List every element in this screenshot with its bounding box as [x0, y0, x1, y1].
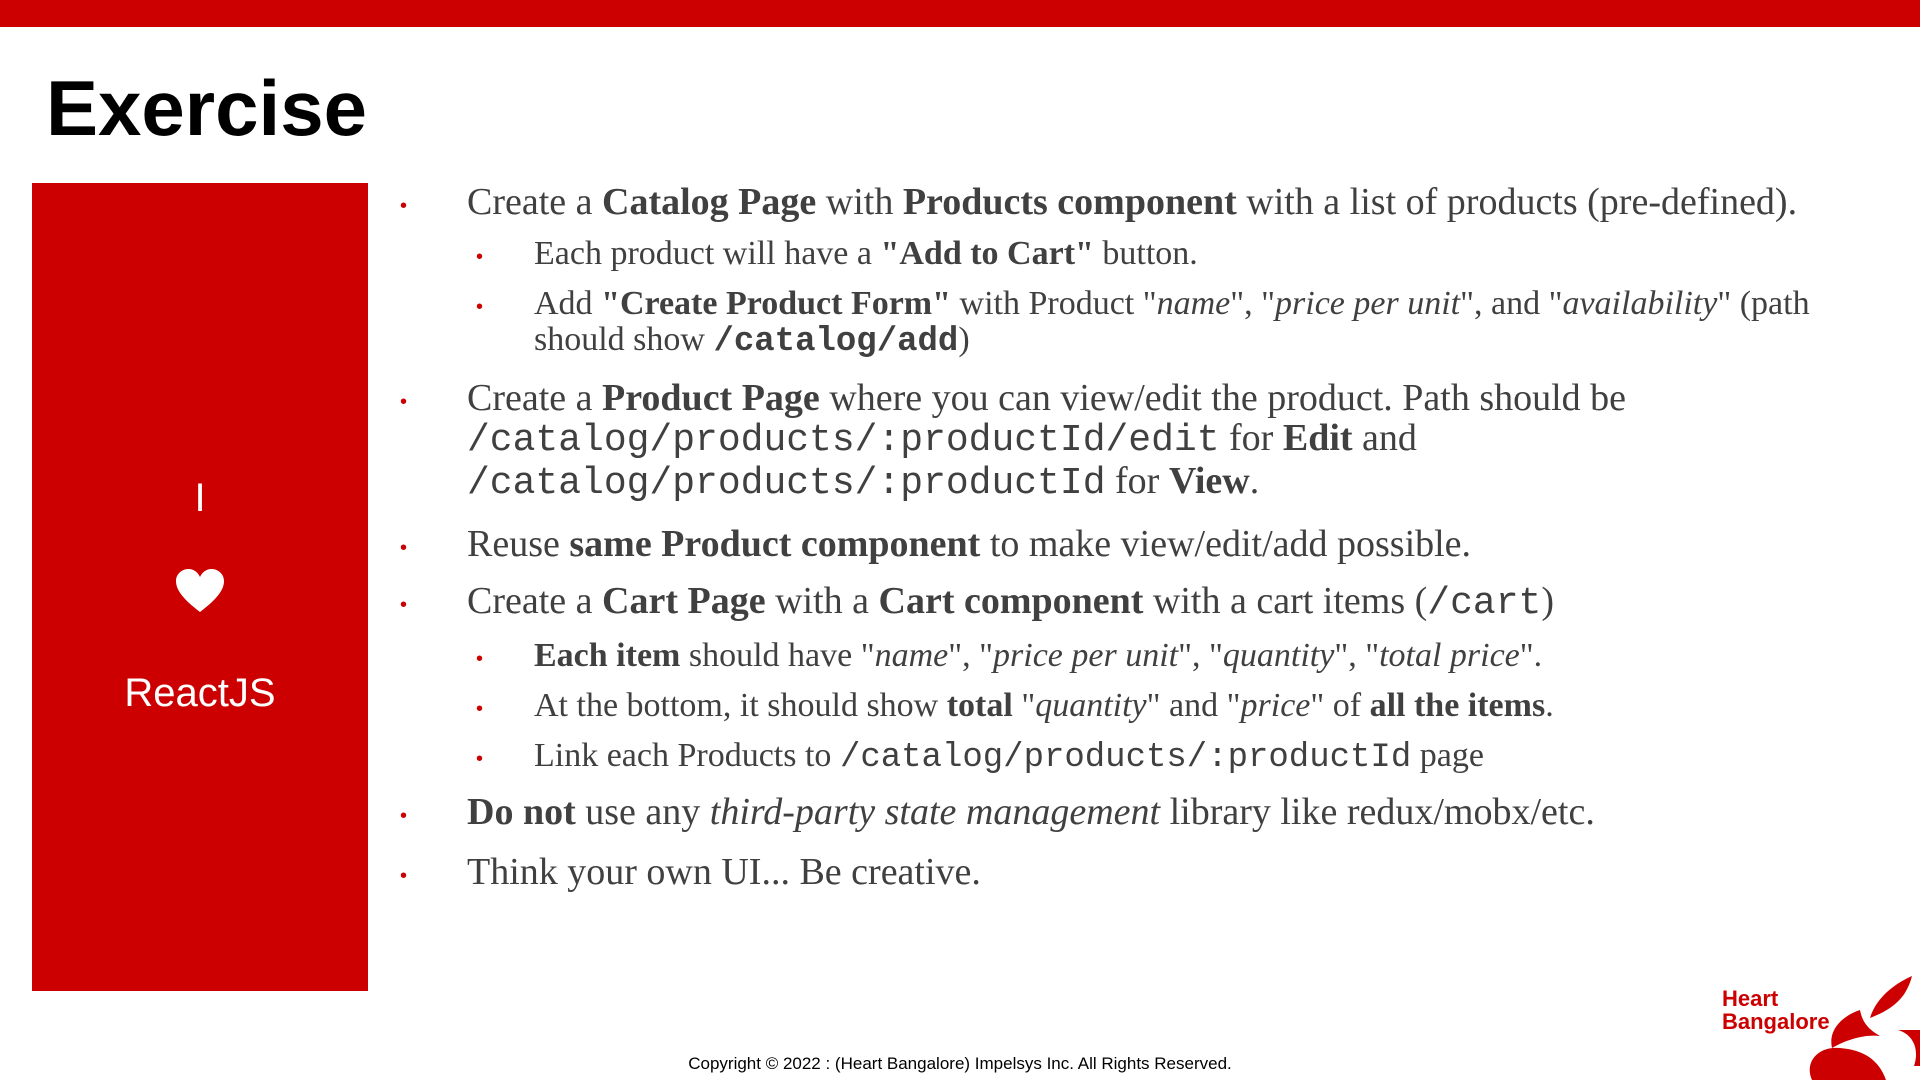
- list-item: • Do not use any third-party state management library like redux/mobx/etc.: [400, 792, 1900, 832]
- brand-logo-icon: [1790, 970, 1920, 1080]
- bullet-icon: •: [476, 296, 484, 318]
- copyright-footer: Copyright © 2022 : (Heart Bangalore) Impelsys Inc. All Rights Reserved.: [688, 1054, 1232, 1073]
- side-panel-technology: ReactJS: [124, 671, 276, 715]
- heart-icon: [175, 568, 225, 614]
- list-item: • Create a Catalog Page with Products component with a list of products (pre-defined).: [400, 182, 1900, 222]
- list-item: • At the bottom, it should show total "quantity" and "price" of all the items.: [400, 688, 1900, 724]
- list-item: • Think your own UI... Be creative.: [400, 852, 1900, 892]
- bullet-icon: •: [476, 246, 484, 268]
- bullet-icon: •: [476, 648, 484, 670]
- bullet-icon: •: [400, 805, 408, 827]
- exercise-list: [400, 182, 1900, 892]
- list-item: • Each item should have "name", "price per unit", "quantity", "total price".: [400, 638, 1900, 674]
- bullet-icon: •: [400, 594, 408, 616]
- list-item: • Each product will have a "Add to Cart" button.: [400, 236, 1900, 272]
- bullet-icon: •: [400, 537, 408, 559]
- bullet-icon: •: [476, 748, 484, 770]
- list-item: • Reuse same Product component to make view/edit/add possible.: [400, 524, 1900, 564]
- list-item: • Add "Create Product Form" with Product "name", "price per unit", and "availability" (path should show /catalog/add): [476, 285, 1810, 361]
- bullet-icon: •: [476, 698, 484, 720]
- bullet-icon: •: [400, 391, 408, 413]
- list-item: • Create a Cart Page with a Cart component with a cart items (/cart): [400, 581, 1900, 624]
- top-accent-bar: [0, 0, 1920, 27]
- list-item: • Link each Products to /catalog/products/:productId page: [400, 738, 1900, 776]
- side-panel-letter: I: [194, 476, 206, 520]
- side-panel: [32, 183, 368, 991]
- brand-logo-text: Heart Bangalore: [1722, 986, 1830, 1034]
- slide-title: Exercise: [46, 64, 367, 152]
- bullet-icon: •: [400, 865, 408, 887]
- list-item: • Create a Product Page where you can view/edit the product. Path should be /catalog/products/:productId/edit for Edit and /catalog/products/:productId for View.: [400, 377, 1627, 505]
- bullet-icon: •: [400, 195, 408, 217]
